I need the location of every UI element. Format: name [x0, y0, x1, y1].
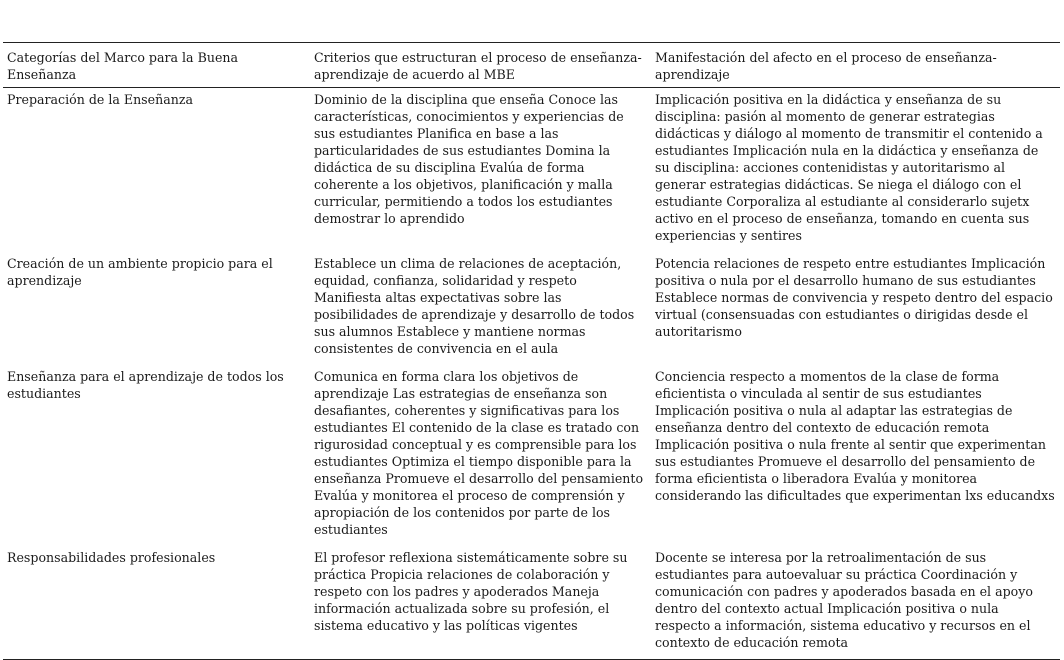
criteria-cell: Establece un clima de relaciones de aceptación, equidad, confianza, solidaridad y respeto Manifiesta altas expectativas sobre las posibilidades de aprendizaje y desarrollo de todos sus alumnos Establece y mantiene normas consistentes de convivencia en el aula [314, 256, 635, 356]
affect-cell: Potencia relaciones de respeto entre estudiantes Implicación positiva o nula por el desarrollo humano de sus estudiantes Establece normas de convivencia y respeto dentro del espacio virtual (consensuadas con estudiantes o dirigidas desde el autoritarismo [655, 256, 1053, 339]
table-header [3, 43, 1060, 88]
table-row [3, 88, 1060, 253]
header-categories: Categorías del Marco para la Buena Enseñanza [7, 50, 239, 82]
affect-cell: Docente se interesa por la retroalimentación de sus estudiantes para autoevaluar su práctica Coordinación y comunicación con padres y apoderados basada en el apoyo dentro del contexto actual Implicación positiva o nula respecto a información, sistema educativo y recursos en el contexto de educación remota [655, 550, 1033, 650]
mbe-affect-table [3, 42, 1060, 660]
header-criteria: Criterios que estructuran el proceso de enseñanza-aprendizaje de acuerdo al MBE [314, 50, 642, 82]
header-affect: Manifestación del afecto en el proceso de enseñanza-aprendizaje [655, 50, 997, 82]
table-row [3, 252, 1060, 365]
affect-cell: Implicación positiva en la didáctica y enseñanza de su disciplina: pasión al momento de generar estrategias didácticas y diálogo al momento de transmitir el contenido a estudiantes Implicación nula en la didáctica y enseñanza de su disciplina: acciones contenidistas y autoritarismo al generar estrategias didácticas. Se niega el diálogo con el estudiante Corporaliza al estudiante al considerarlo sujetx activo en el proceso de enseñanza, tomando en cuenta sus experiencias y sentires [655, 92, 1043, 243]
criteria-cell: El profesor reflexiona sistemáticamente sobre su práctica Propicia relaciones de colaboración y respeto con los padres y apoderados Maneja información actualizada sobre su profesión, el sistema educativo y las políticas vigentes [314, 550, 628, 633]
header-row [3, 43, 1060, 88]
criteria-cell: Comunica en forma clara los objetivos de aprendizaje Las estrategias de enseñanza son desafiantes, coherentes y significativas para los estudiantes El contenido de la clase es tratado con rigurosidad conceptual y es comprensible para los estudiantes Optimiza el tiempo disponible para la enseñanza Promueve el desarrollo del pensamiento Evalúa y monitorea el proceso de comprensión y apropiación de los contenidos por parte de los estudiantes [314, 369, 644, 537]
category-cell: Responsabilidades profesionales [7, 550, 216, 565]
category-cell: Preparación de la Enseñanza [7, 92, 193, 107]
category-cell: Enseñanza para el aprendizaje de todos los estudiantes [7, 369, 284, 401]
table-body [3, 88, 1060, 660]
criteria-cell: Dominio de la disciplina que enseña Conoce las características, conocimientos y experiencias de sus estudiantes Planifica en base a las particularidades de sus estudiantes Domina la didáctica de su disciplina Evalúa de forma coherente a los objetivos, planificación y malla curricular, permitiendo a todos los estudiantes demostrar lo aprendido [314, 92, 624, 226]
table-row [3, 546, 1060, 660]
table-row [3, 365, 1060, 546]
category-cell: Creación de un ambiente propicio para el aprendizaje [7, 256, 273, 288]
affect-cell: Conciencia respecto a momentos de la clase de forma eficientista o vinculada al sentir de sus estudiantes Implicación positiva o nula al adaptar las estrategias de enseñanza dentro del contexto de educación remota Implicación positiva o nula frente al sentir que experimentan sus estudiantes Promueve el desarrollo del pensamiento de forma eficientista o liberadora Evalúa y monitorea considerando las dificultades que experimentan lxs educandxs [655, 369, 1055, 503]
